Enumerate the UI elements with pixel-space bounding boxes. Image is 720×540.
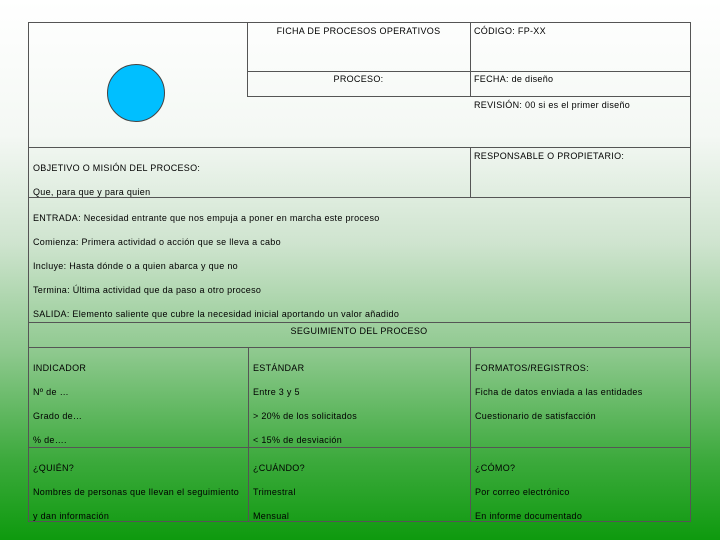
tracking-title: SEGUIMIENTO DEL PROCESO <box>290 326 428 336</box>
indicator-cell <box>29 348 247 460</box>
how-label: ¿CÓMO? <box>475 463 516 473</box>
formats-cell <box>471 348 690 436</box>
scope-input: ENTRADA: Necesidad entrante que nos empuja a poner en marcha este proceso <box>33 213 380 223</box>
standard-cell <box>249 348 469 460</box>
who-cell <box>29 448 251 536</box>
how-cell <box>471 448 690 536</box>
owner-label: RESPONSABLE O PROPIETARIO: <box>474 151 625 161</box>
when-line: Trimestral <box>253 487 296 497</box>
who-label: ¿QUIÉN? <box>33 463 75 473</box>
standard-line: < 15% de desviación <box>253 435 343 445</box>
standard-label: ESTÁNDAR <box>253 363 305 373</box>
standard-line: > 20% de los solicitados <box>253 411 358 421</box>
date-label: FECHA: de diseño <box>474 74 554 84</box>
how-line: Por correo electrónico <box>475 487 570 497</box>
indicator-line: Grado de… <box>33 411 83 421</box>
how-line: En informe documentado <box>475 511 583 521</box>
standard-line: Entre 3 y 5 <box>253 387 300 397</box>
formats-label: FORMATOS/REGISTROS: <box>475 363 589 373</box>
indicator-line: % de…. <box>33 435 67 445</box>
who-line: y dan información <box>33 511 110 521</box>
revision-label: REVISIÓN: 00 si es el primer diseño <box>474 100 631 110</box>
who-line: Nombres de personas que llevan el seguimiento <box>33 487 240 497</box>
when-cell <box>249 448 469 536</box>
when-label: ¿CUÁNDO? <box>253 463 305 473</box>
formats-line: Cuestionario de satisfacción <box>475 411 596 421</box>
scope-includes: Incluye: Hasta dónde o a quien abarca y que no <box>33 261 238 271</box>
scope-cell <box>29 198 689 334</box>
formats-line: Ficha de datos enviada a las entidades <box>475 387 643 397</box>
objective-label: OBJETIVO O MISIÓN DEL PROCESO: <box>33 163 201 173</box>
scope-end: Termina: Última actividad que da paso a otro proceso <box>33 285 262 295</box>
indicator-line: Nº de … <box>33 387 69 397</box>
process-label: PROCESO: <box>333 74 384 84</box>
scope-output: SALIDA: Elemento saliente que cubre la necesidad inicial aportando un valor añadido <box>33 309 400 319</box>
objective-text: Que, para que y para quien <box>33 187 151 197</box>
scope-start: Comienza: Primera actividad o acción que se lleva a cabo <box>33 237 281 247</box>
indicator-label: INDICADOR <box>33 363 87 373</box>
sheet-title: FICHA DE PROCESOS OPERATIVOS <box>276 26 441 36</box>
sheet-code: CÓDIGO: FP-XX <box>474 26 546 36</box>
when-line: Mensual <box>253 511 290 521</box>
process-sheet <box>28 22 691 522</box>
logo-circle <box>107 64 165 122</box>
